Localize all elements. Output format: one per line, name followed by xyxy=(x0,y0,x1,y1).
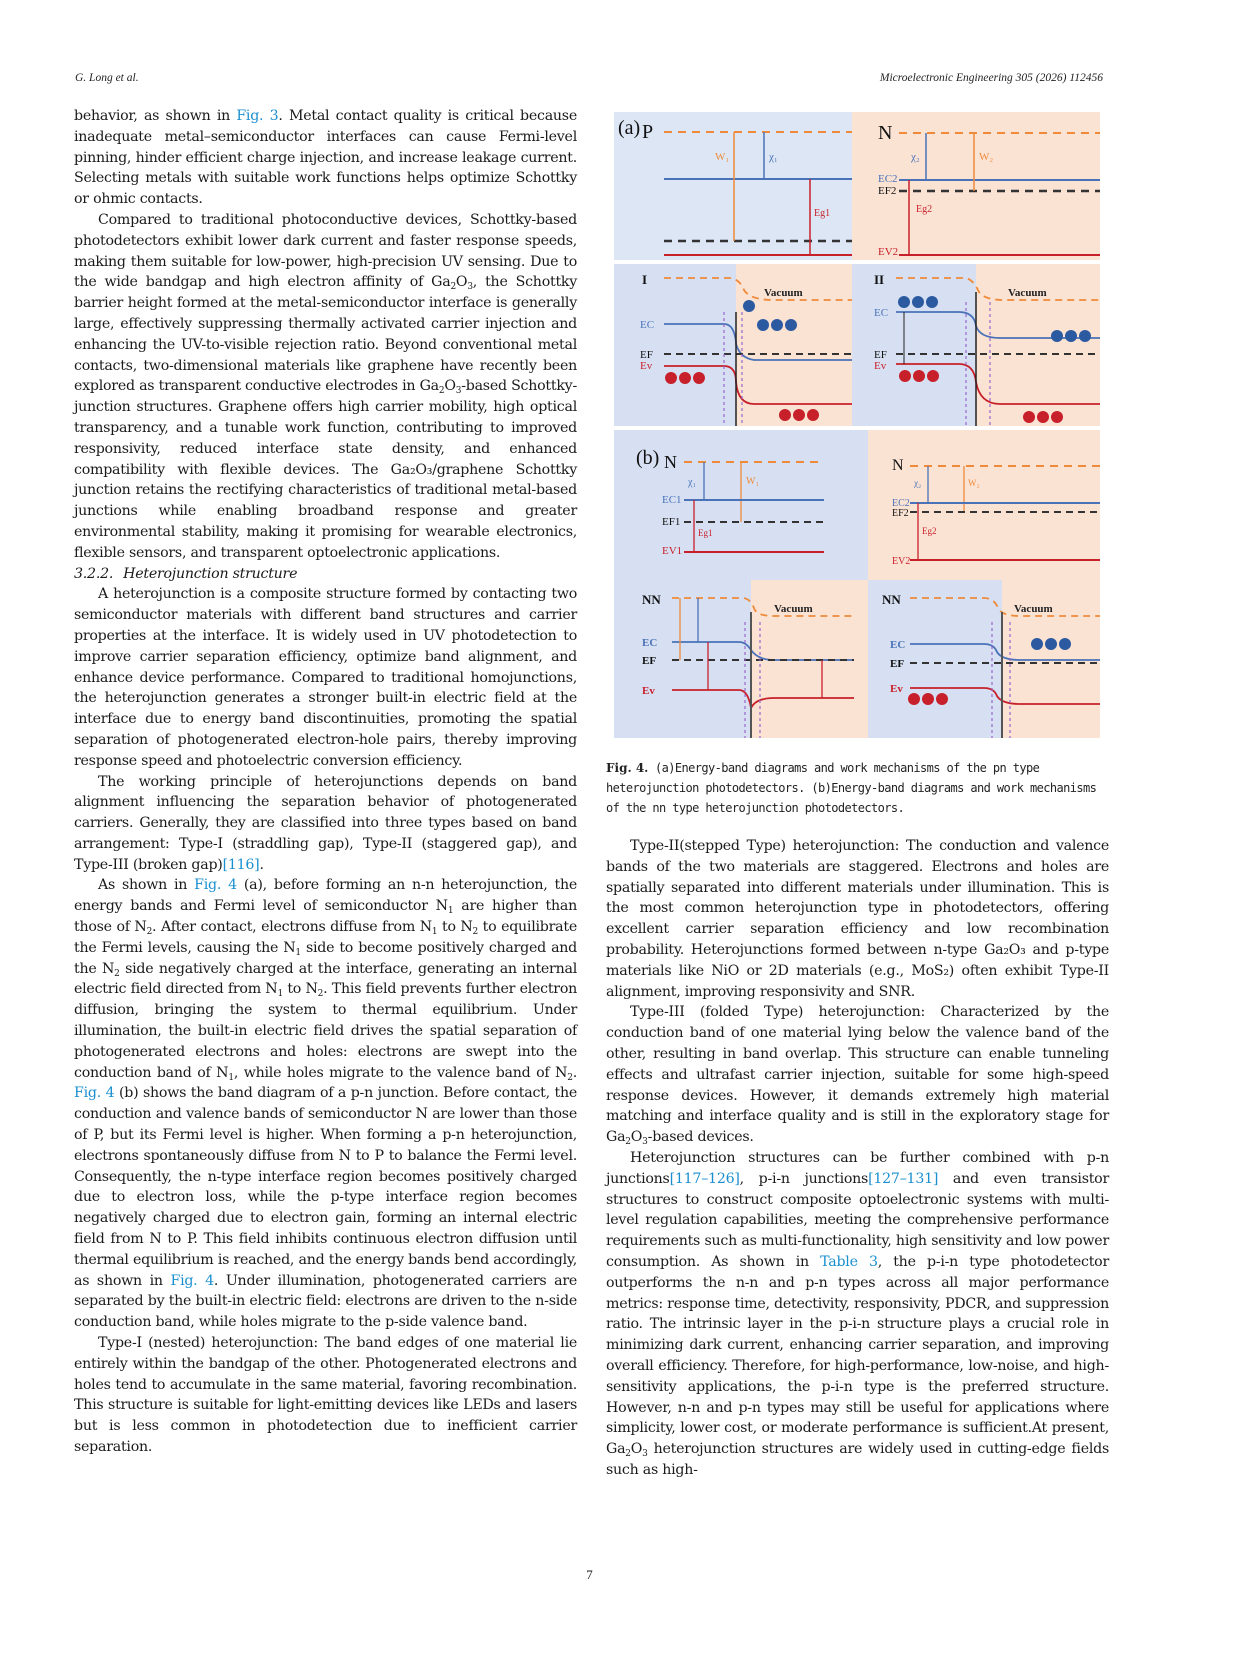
svg-text:Eg1: Eg1 xyxy=(814,208,831,219)
svg-text:EV2: EV2 xyxy=(878,246,899,258)
svg-text:Ev: Ev xyxy=(640,360,653,372)
svg-text:Ev: Ev xyxy=(890,683,903,695)
svg-text:Vacuum: Vacuum xyxy=(774,603,813,615)
header-journal: Microelectronic Engineering 305 (2026) 112456 xyxy=(879,72,1103,84)
svg-text:(b): (b) xyxy=(636,447,660,469)
svg-text:EC2: EC2 xyxy=(892,498,910,509)
svg-text:Eg2: Eg2 xyxy=(922,526,937,536)
fig-3-link[interactable]: Fig. 3 xyxy=(236,108,279,124)
svg-text:Vacuum: Vacuum xyxy=(764,287,803,299)
table-3-link[interactable]: Table 3 xyxy=(820,1253,878,1270)
svg-text:W₁: W₁ xyxy=(746,476,759,487)
svg-text:EC: EC xyxy=(874,307,889,319)
fig-4-link[interactable]: Fig. 4 xyxy=(194,877,237,894)
svg-text:N: N xyxy=(892,457,904,474)
ref-117-126-link[interactable]: [117–126] xyxy=(669,1170,740,1187)
caption-text: (a)Energy-band diagrams and work mechanisms of the pn type heterojunction photodetectors. (b)Energy-band diagrams and work mechanisms of the nn type heterojunction photodetectors. xyxy=(606,761,1097,815)
svg-text:Vacuum: Vacuum xyxy=(1014,603,1053,615)
running-header xyxy=(75,72,1103,88)
fig-4-link[interactable]: Fig. 4 xyxy=(74,1085,115,1102)
svg-text:EF: EF xyxy=(890,658,905,670)
paragraph: Compared to traditional photoconductive devices, Schottky-based photodetectors exhibit lower dark current and faster response speeds, making them suitable for low-power, high-precision UV sensing. Due to the wide bandgap and high electron affinity of $Ga_2O_3$, the Schottky barrier height formed at the metal-semiconductor interface is generally large, effectively suppressing thermally activated carrier injection and enhancing the UV-to-visible rejection ratio. Beyond conventional metal contacts, two-dimensional materials like graphene have recently been explored as transparent conductive electrodes in $Ga_2O_3$-based Schottky-junction structures. Graphene offers high carrier mobility, high optical transparency, and a tunable work function, contributing to improved responsivity, reduced interface state density, and enhanced compatibility with flexible devices. The Ga₂O₃/graphene Schottky junction retains the rectifying characteristics of traditional metal-based junctions while enabling broadband response and greater environmental stability, making it promising for wearable electronics, flexible sensors, and transparent optoelectronic applications. xyxy=(74,211,578,561)
svg-text:χ₁: χ₁ xyxy=(769,151,778,163)
ref-116-link[interactable]: [116] xyxy=(222,856,260,873)
svg-text:N: N xyxy=(664,452,677,472)
svg-text:χ₂: χ₂ xyxy=(911,151,920,163)
svg-text:EF1: EF1 xyxy=(662,516,681,528)
paragraph: behavior, as shown in Fig. 3. Metal contact quality is critical because inadequate metal–semiconductor interfaces can cause Fermi-level pinning, hinder efficient charge injection, and increase leakage current. Selecting metals with suitable work functions helps optimize Schottky or ohmic contacts. xyxy=(74,108,577,208)
svg-text:EF2: EF2 xyxy=(878,185,897,197)
paragraph: As shown in Fig. 4 (a), before forming an n-n heterojunction, the energy bands and Fermi level of semiconductor $N_1$ are higher than those of $N_2$. After contact, electrons diffuse from $N_1$ to $N_2$ to equilibrate the Fermi levels, causing the $N_1$ side to become positively charged and the $N_2$ side negatively charged at the interface, generating an internal electric field directed from $N_1$ to $N_2$. This field prevents further electron diffusion, bringing the system to thermal equilibrium. Under illumination, the built-in electric field drives the spatial separation of photogenerated electrons and holes: electrons are swept into the conduction band of $N_1$, while holes migrate to the valence band of $N_2$. Fig. 4 (b) shows the band diagram of a p-n junction. Before contact, the conduction and valence bands of semiconductor N are lower than those of P, but its Fermi level is higher. When forming a p-n heterojunction, electrons spontaneously diffuse from N to P to balance the Fermi level. Consequently, the n-type interface region becomes positively charged due to electron loss, while the p-type interface region becomes negatively charged due to electron gain, forming an internal electric field from N to P. This field inhibits continuous electron diffusion until thermal equilibrium is reached, and the energy bands bend accordingly, as shown in Fig. 4. Under illumination, photogenerated carriers are separated by the built-in electric field: electrons are driven to the n-side conduction band, while holes migrate to the p-side valence band. xyxy=(74,877,578,1331)
svg-text:EC: EC xyxy=(642,637,658,649)
svg-text:Ev: Ev xyxy=(874,360,887,372)
svg-text:EC1: EC1 xyxy=(662,494,682,506)
left-column xyxy=(74,106,577,1458)
figure-4 xyxy=(614,112,1100,738)
svg-text:χ₁: χ₁ xyxy=(688,477,696,488)
paragraph: Type-I (nested) heterojunction: The band edges of one material lie entirely within the bandgap of the other. Photogenerated electrons and holes tend to accumulate in the same material, favoring recombination. This structure is suitable for light-emitting devices like LEDs and lasers but is less common in photodetection due to inefficient carrier separation. xyxy=(74,1335,577,1455)
svg-text:II: II xyxy=(874,272,885,287)
svg-text:EC2: EC2 xyxy=(878,173,898,185)
paragraph: Type-II(stepped Type) heterojunction: The conduction and valence bands of the two materials are staggered. Electrons and holes are spatially separated into different materials under illumination. This is the most common heterojunction type in photodetectors, offering excellent carrier separation efficiency and low recombination probability. Heterojunctions formed between n-type Ga₂O₃ and p-type materials like NiO or 2D materials (e.g., MoS₂) often exhibit Type-II alignment, improving responsivity and SNR. xyxy=(606,838,1109,1000)
svg-text:χ₂: χ₂ xyxy=(914,478,922,488)
svg-text:EF2: EF2 xyxy=(892,508,909,519)
header-authors: G. Long et al. xyxy=(75,72,139,84)
svg-text:EV2: EV2 xyxy=(892,556,911,567)
svg-text:Eg2: Eg2 xyxy=(916,204,933,215)
svg-text:Vacuum: Vacuum xyxy=(1008,287,1047,299)
svg-text:P: P xyxy=(642,121,654,143)
section-heading: 3.2.2. Heterojunction structure xyxy=(74,565,298,582)
page-number: 7 xyxy=(586,1567,593,1582)
svg-text:Eg1: Eg1 xyxy=(698,528,713,538)
svg-text:EC: EC xyxy=(640,319,655,331)
svg-text:(a): (a) xyxy=(618,117,641,139)
svg-text:Ev: Ev xyxy=(642,685,655,697)
ref-127-131-link[interactable]: [127–131] xyxy=(868,1170,939,1187)
svg-text:W₂: W₂ xyxy=(979,151,994,163)
svg-text:N: N xyxy=(878,122,893,144)
right-column xyxy=(606,836,1109,1481)
fig-4-link[interactable]: Fig. 4 xyxy=(170,1272,214,1289)
svg-text:EV1: EV1 xyxy=(662,545,683,557)
svg-text:EF: EF xyxy=(640,349,653,361)
svg-text:NN: NN xyxy=(882,592,901,607)
caption-label: Fig. 4. xyxy=(606,761,649,775)
svg-text:W₂: W₂ xyxy=(968,478,980,488)
svg-text:EF: EF xyxy=(642,655,657,667)
svg-text:EC: EC xyxy=(890,639,906,651)
paragraph: The working principle of heterojunctions depends on band alignment influencing the separation behavior of photogenerated carriers. Generally, they are classified into three types based on band arrangement: Type-I (straddling gap), Type-II (staggered gap), and Type-III (broken gap)[116]. xyxy=(74,773,577,873)
paragraph: A heterojunction is a composite structure formed by contacting two semiconductor materials with different band structures and carrier properties at the interface. It is widely used in UV photodetection to improve carrier separation efficiency, optimize band alignment, and enhance device performance. Compared to traditional homojunctions, the heterojunction generates a stronger built-in electric field at the interface due to energy band discontinuities, promoting the spatial separation of photogenerated electron-hole pairs, thereby improving response speed and photoelectric conversion efficiency. xyxy=(74,586,577,769)
svg-text:NN: NN xyxy=(642,592,661,607)
figure-caption xyxy=(606,758,1109,818)
paragraph: Heterojunction structures can be further combined with p-n junctions[117–126], p-i-n junctions[127–131] and even transistor structures to construct composite optoelectronic systems with multi-level regulation capabilities, meeting the comprehensive performance requirements such as multi-functionality, high sensitivity and low power consumption. As shown in Table 3, the p-i-n type photodetector outperforms the n-n and p-n types across all major performance metrics: response time, detectivity, responsivity, PDCR, and suppression ratio. The intrinsic layer in the p-i-n structure plays a crucial role in minimizing dark current, enhancing carrier separation, and improving overall efficiency. Therefore, for high-performance, low-noise, and high-sensitivity applications, the p-i-n type is the preferred structure. However, n-n and p-n types may still be useful for applications where simplicity, lower cost, or moderate performance is sufficient.At present, $Ga_2O_3$ heterojunction structures are widely used in cutting-edge fields such as high- xyxy=(606,1149,1109,1478)
svg-text:I: I xyxy=(642,272,648,287)
paragraph: Type-III (folded Type) heterojunction: Characterized by the conduction band of one material lying below the valence band of the other, resulting in band overlap. This structure can enable tunneling effects and ultrafast carrier injection, suitable for some high-speed response devices. However, it demands extremely high material matching and interface quality and is still in the exploratory stage for $Ga_2O_3$-based devices. xyxy=(606,1004,1109,1148)
svg-text:EF: EF xyxy=(874,349,887,361)
svg-text:W₁: W₁ xyxy=(715,151,730,163)
